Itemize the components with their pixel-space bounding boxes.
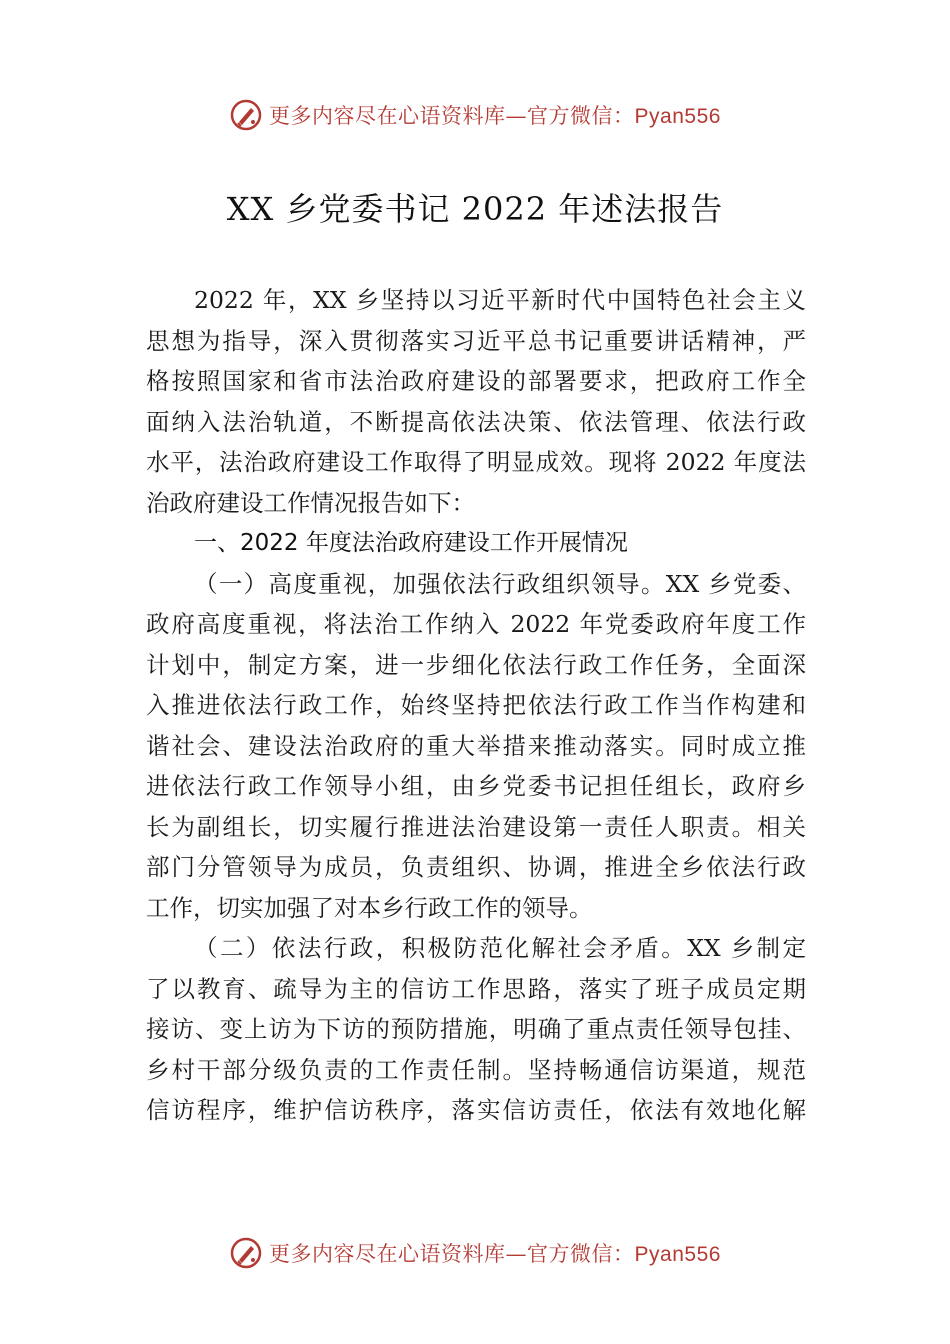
document-body — [146, 280, 806, 1131]
paragraph-line: 面纳入法治轨道，不断提高依法决策、依法管理、依法行政 — [146, 407, 806, 436]
header-banner — [0, 95, 950, 135]
pen-nib-logo-icon — [229, 1236, 263, 1270]
paragraph-line: 信访程序，维护信访秩序，落实信访责任，依法有效地化解 — [146, 1096, 806, 1124]
footer-wechat-id: Pyan556 — [634, 1243, 721, 1266]
paragraph-line: 工作，切实加强了对本乡行政工作的领导。 — [146, 893, 593, 922]
paragraph-line: 了以教育、疏导为主的信访工作思路，落实了班子成员定期 — [146, 974, 806, 1003]
paragraph-line: 进依法行政工作领导小组，由乡党委书记担任组长，政府乡 — [146, 772, 806, 800]
header-wechat-id: Pyan556 — [634, 105, 721, 128]
footer-banner-text: 更多内容尽在心语资料库—官方微信： — [269, 1242, 635, 1266]
footer-banner — [0, 1233, 950, 1273]
paragraph-line: 部门分管领导为成员，负责组织、协调，推进全乡依法行政 — [146, 853, 806, 881]
paragraph-line: 治政府建设工作情况报告如下： — [146, 488, 475, 517]
paragraph-line: （二）依法行政，积极防范化解社会矛盾。XX 乡制定 — [194, 934, 806, 962]
paragraph-line: 计划中，制定方案，进一步细化依法行政工作任务，全面深 — [146, 650, 806, 679]
paragraph-line: 乡村干部分级负责的工作责任制。坚持畅通信访渠道，规范 — [146, 1055, 806, 1084]
pen-nib-logo-icon — [229, 98, 263, 132]
document-title: XX 乡党委书记 2022 年述法报告 — [226, 190, 724, 228]
paragraph-line: 2022 年，XX 乡坚持以习近平新时代中国特色社会主义 — [194, 286, 806, 314]
section-heading: 一、2022 年度法治政府建设工作开展情况 — [194, 530, 628, 556]
paragraph-line: 政府高度重视，将法治工作纳入 2022 年党委政府年度工作 — [146, 610, 806, 638]
header-banner-text: 更多内容尽在心语资料库—官方微信： — [269, 104, 635, 128]
paragraph-line: 接访、变上访为下访的预防措施，明确了重点责任领导包挂、 — [146, 1015, 806, 1043]
paragraph-line: 谐社会、建设法治政府的重大举措来推动落实。同时成立推 — [146, 731, 806, 760]
paragraph-line: 格按照国家和省市法治政府建设的部署要求，把政府工作全 — [146, 367, 806, 395]
paragraph-line: （一）高度重视，加强依法行政组织领导。XX 乡党委、 — [194, 569, 806, 598]
paragraph-line: 长为副组长，切实履行推进法治建设第一责任人职责。相关 — [146, 812, 806, 841]
paragraph-line: 入推进依法行政工作，始终坚持把依法行政工作当作构建和 — [146, 691, 806, 719]
paragraph-line: 水平，法治政府建设工作取得了明显成效。现将 2022 年度法 — [146, 448, 806, 476]
paragraph-line: 思想为指导，深入贯彻落实习近平总书记重要讲话精神，严 — [146, 326, 806, 355]
